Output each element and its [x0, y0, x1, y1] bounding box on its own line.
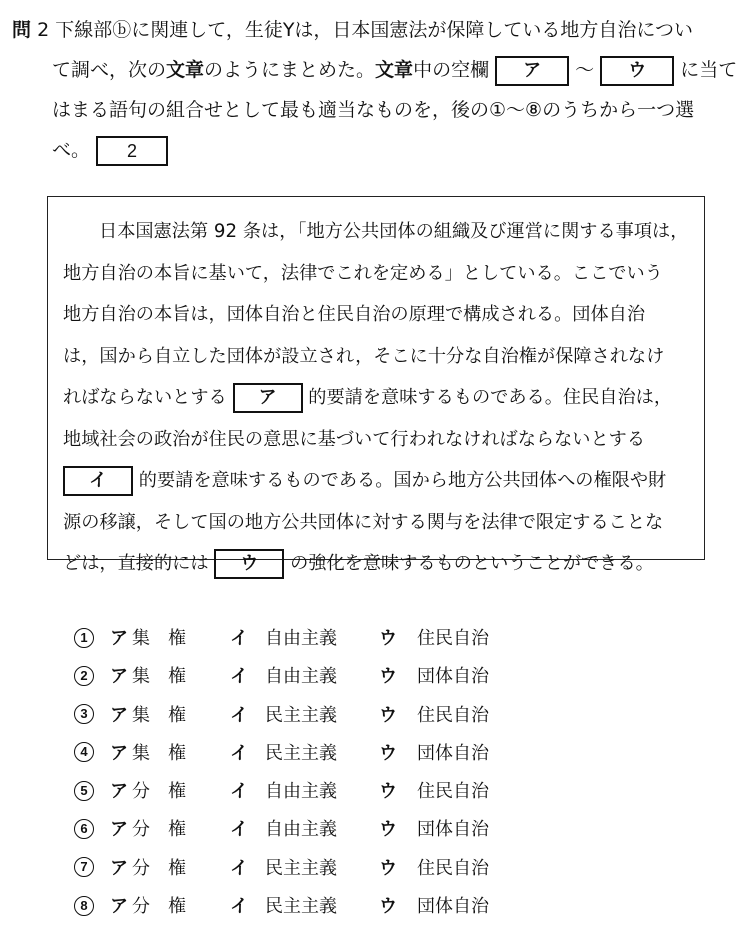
value-a: 分権 — [132, 781, 204, 803]
passage-line — [63, 543, 704, 585]
value-i: 民主主義 — [265, 857, 337, 879]
value-u: 団体自治 — [417, 896, 489, 918]
question-stem — [12, 10, 738, 170]
value-u: 住民自治 — [417, 781, 489, 803]
value-i: 自由主義 — [265, 819, 337, 841]
key-u: ウ — [379, 857, 397, 879]
question-text-2a: て調べ，次の — [52, 59, 167, 81]
passage-text: 的要請を意味するものである。住民自治は， — [308, 387, 673, 408]
key-u: ウ — [379, 742, 397, 764]
question-text-2c: 中の空欄 — [413, 59, 490, 81]
passage-text: 的要請を意味するものである。国から地方公共団体への権限や財 — [138, 470, 667, 491]
key-i: イ — [230, 666, 248, 688]
key-u: ウ — [379, 781, 397, 803]
question-text-2d: に当て — [680, 59, 738, 81]
passage-line: は，国から自立した団体が設立され，そこに十分な自治権が保障されなけ — [63, 345, 665, 367]
answer-options — [74, 620, 489, 926]
option-row[interactable] — [74, 697, 489, 735]
blank-box-i: イ — [63, 466, 133, 496]
passage-line — [63, 460, 704, 502]
tilde: ～ — [575, 59, 595, 81]
key-a: ア — [110, 819, 128, 841]
key-a: ア — [110, 896, 128, 918]
passage-text: どは，直接的には — [63, 553, 209, 574]
key-i: イ — [230, 896, 248, 918]
value-a: 集権 — [132, 628, 204, 649]
passage-line: 地域社会の政治が住民の意思に基づいて行われなければならないとする — [63, 428, 646, 450]
passage-line: 地方自治の本旨は，団体自治と住民自治の原理で構成される。団体自治 — [63, 304, 646, 325]
question-number: 2 — [37, 19, 50, 41]
option-row[interactable] — [74, 735, 489, 773]
key-i: イ — [230, 857, 248, 879]
value-a: 集権 — [132, 704, 204, 726]
key-i: イ — [230, 628, 248, 649]
option-number: 2 — [74, 666, 94, 686]
passage-line: 地方自治の本旨に基いて，法律でこれを定める」としている。ここでいう — [63, 262, 663, 284]
bold-word-passage: 文章 — [166, 59, 205, 81]
key-i: イ — [230, 819, 248, 841]
passage-text: の強化を意味するものということができる。 — [290, 553, 654, 574]
passage-line: 日本国憲法第 92 条は，「地方公共団体の組織及び運営に関する事項は， — [99, 221, 689, 242]
question-label: 問 — [12, 19, 32, 41]
key-a: ア — [110, 781, 128, 803]
value-a: 分権 — [132, 857, 204, 879]
key-u: ウ — [379, 896, 397, 918]
option-number: 7 — [74, 857, 94, 877]
key-u: ウ — [379, 704, 397, 726]
value-i: 自由主義 — [265, 781, 337, 803]
key-a: ア — [110, 742, 128, 764]
key-u: ウ — [379, 819, 397, 841]
passage-text: ればならないとする — [63, 387, 227, 408]
question-text-4: べ。 — [52, 139, 91, 161]
key-a: ア — [110, 704, 128, 726]
blank-box-a: ア — [495, 56, 569, 86]
option-row[interactable] — [74, 811, 489, 849]
question-line-2 — [12, 50, 738, 90]
bold-word-passage-2: 文章 — [375, 59, 414, 81]
value-i: 自由主義 — [265, 666, 337, 688]
passage-line — [63, 377, 704, 419]
key-i: イ — [230, 742, 248, 764]
question-text-2b: のようにまとめた。 — [204, 59, 376, 81]
option-number: 1 — [74, 628, 94, 648]
option-number: 8 — [74, 896, 94, 916]
question-line-4 — [12, 130, 727, 170]
option-row[interactable] — [74, 888, 489, 926]
value-u: 住民自治 — [417, 704, 489, 726]
value-a: 分権 — [132, 896, 204, 918]
value-i: 民主主義 — [265, 896, 337, 918]
answer-number-box: 2 — [96, 136, 168, 166]
passage-box — [47, 196, 705, 574]
question-text-1: 下線部ⓑに関連して，生徒Yは，日本国憲法が保障している地方自治につい — [55, 19, 694, 41]
value-i: 自由主義 — [265, 628, 337, 649]
question-line-3 — [12, 90, 727, 130]
value-i: 民主主義 — [265, 704, 337, 726]
option-row[interactable] — [74, 850, 489, 888]
value-u: 住民自治 — [417, 628, 489, 649]
blank-box-u: ウ — [600, 56, 674, 86]
passage-line: 源の移譲，そして国の地方公共団体に対する関与を法律で限定することな — [63, 511, 664, 533]
key-i: イ — [230, 704, 248, 726]
value-a: 分権 — [132, 819, 204, 841]
value-u: 住民自治 — [417, 857, 489, 879]
option-row[interactable] — [74, 620, 489, 658]
key-a: ア — [110, 666, 128, 688]
option-row[interactable] — [74, 773, 489, 811]
question-text-3: はまる語句の組合せとして最も適当なものを，後の①～⑧のうちから一つ選 — [52, 99, 695, 121]
key-i: イ — [230, 781, 248, 803]
option-number: 4 — [74, 742, 94, 762]
key-u: ウ — [379, 666, 397, 688]
option-row[interactable] — [74, 658, 489, 696]
option-number: 5 — [74, 781, 94, 801]
key-a: ア — [110, 857, 128, 879]
option-number: 3 — [74, 704, 94, 724]
value-u: 団体自治 — [417, 819, 489, 841]
value-u: 団体自治 — [417, 742, 489, 764]
value-i: 民主主義 — [265, 742, 337, 764]
value-u: 団体自治 — [417, 666, 489, 688]
blank-box-u: ウ — [214, 549, 284, 579]
value-a: 集権 — [132, 742, 204, 764]
blank-box-a: ア — [233, 383, 303, 413]
option-number: 6 — [74, 819, 94, 839]
question-line-1 — [12, 10, 727, 50]
key-u: ウ — [379, 628, 397, 649]
key-a: ア — [110, 628, 128, 649]
value-a: 集権 — [132, 666, 204, 688]
